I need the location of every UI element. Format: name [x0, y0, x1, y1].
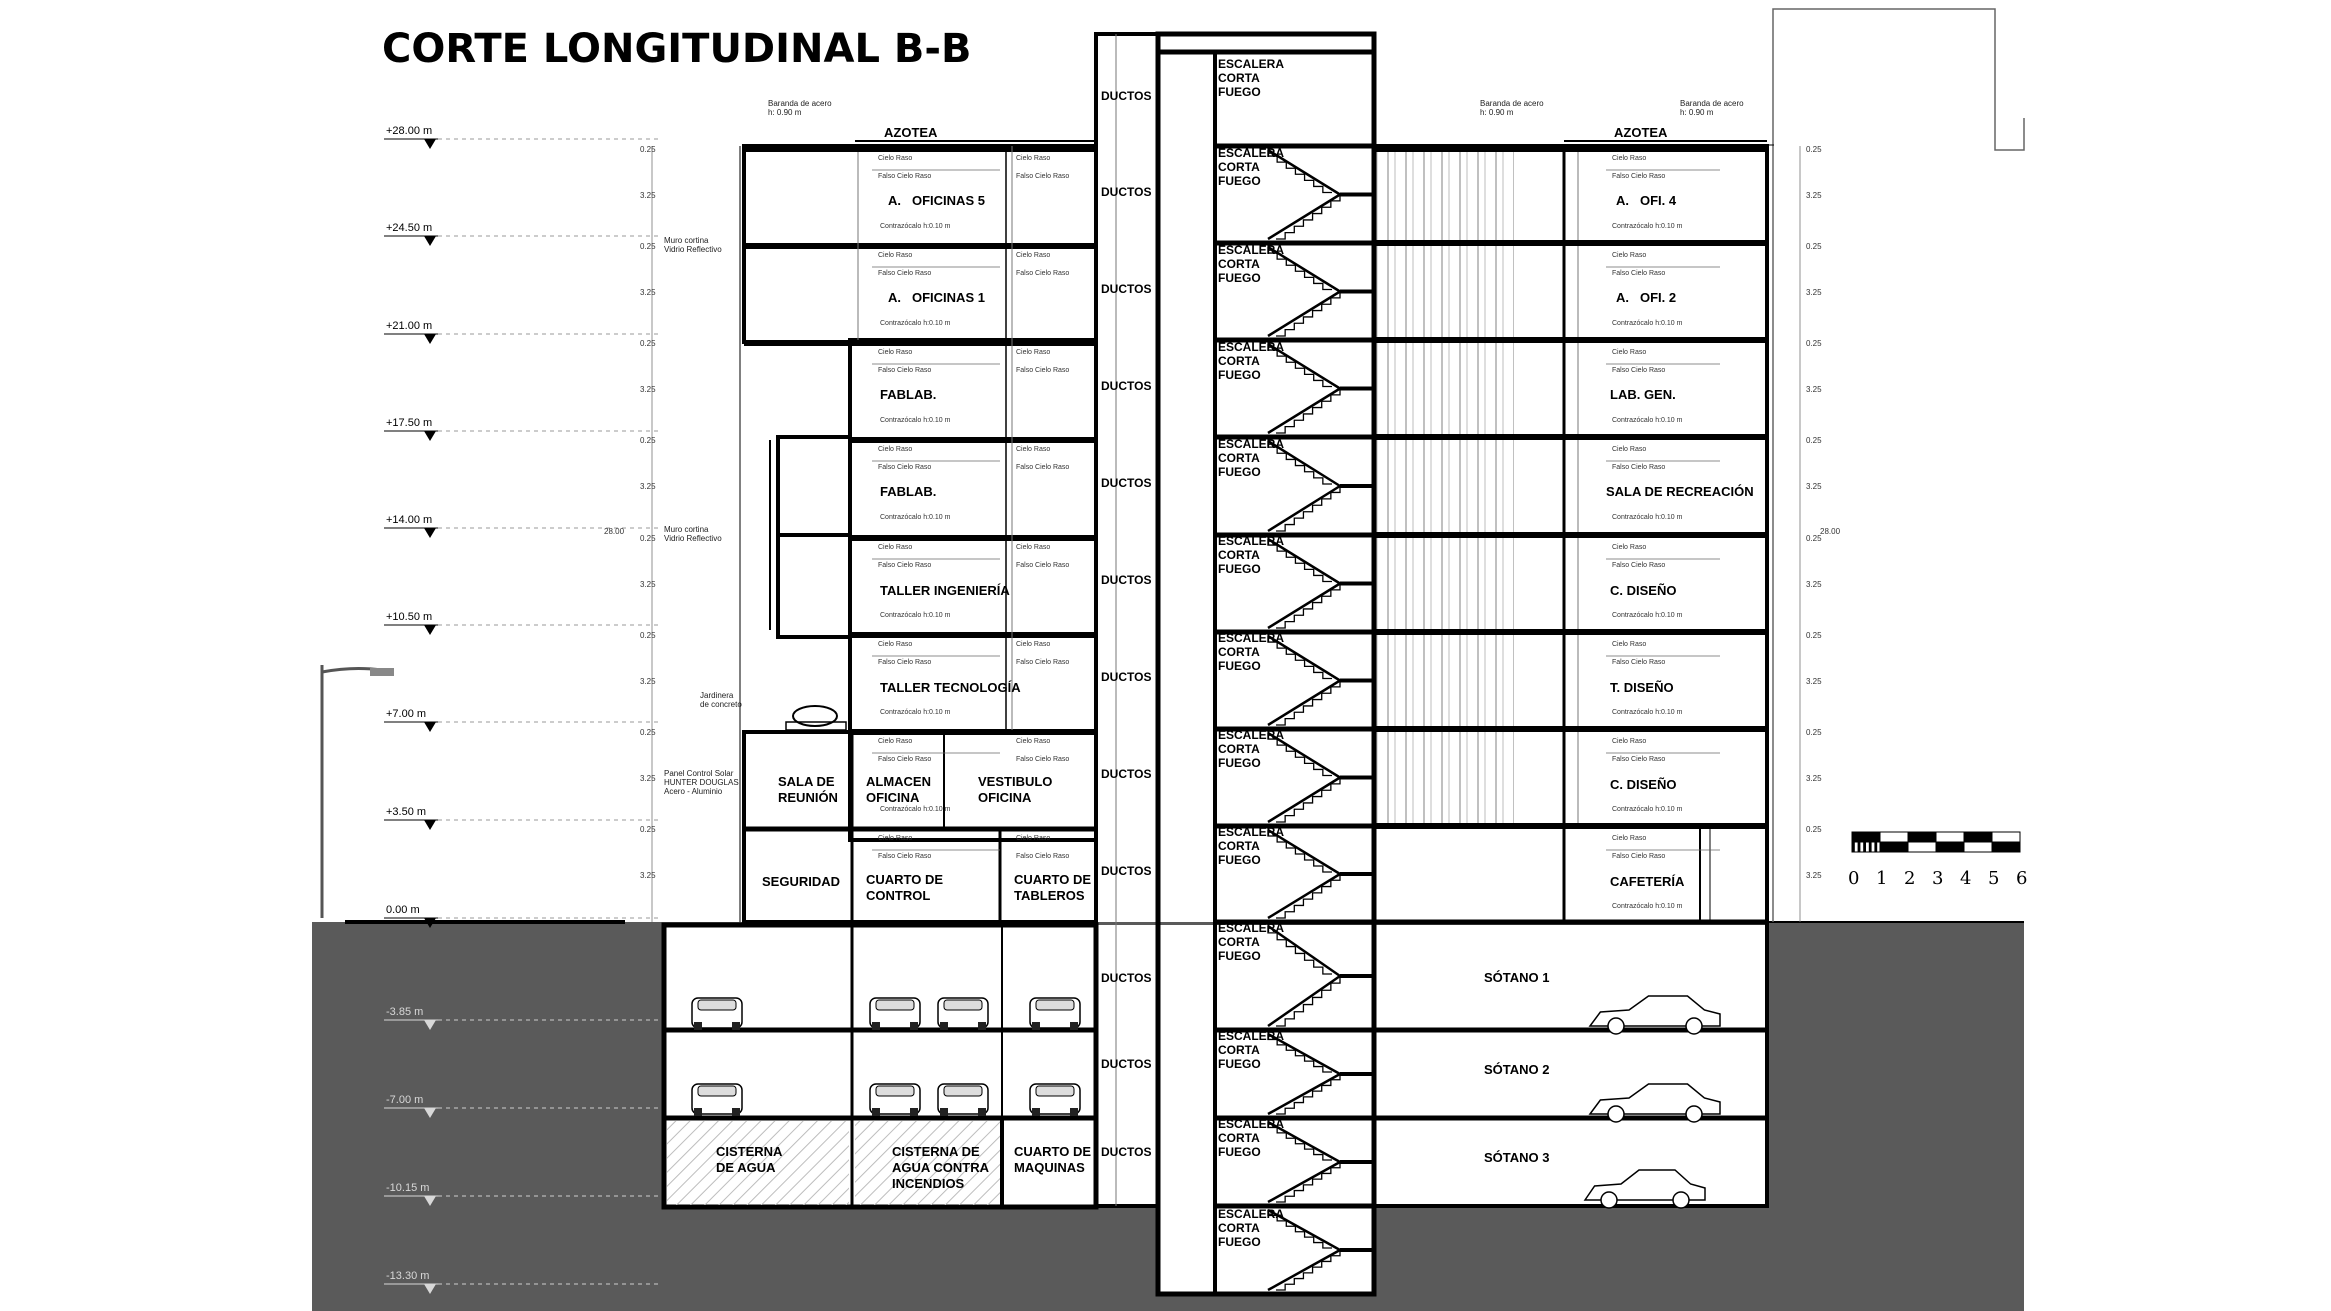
note-contrazocalo: Contrazócalo h:0.10 m	[1612, 417, 1683, 424]
floor-slab	[1374, 434, 1767, 440]
stair-label: CORTA	[1218, 548, 1260, 562]
note-cielo-raso: Cielo Raso	[1612, 155, 1647, 162]
stair-stringer	[1268, 778, 1340, 823]
label-sotano-2: SÓTANO 2	[1484, 1062, 1550, 1077]
stair-label: ESCALERA	[1218, 243, 1285, 257]
note-muro-cortina-1: Muro cortina Vidrio Reflectivo	[664, 236, 722, 254]
car-front-view	[1030, 998, 1080, 1030]
note-falso-cielo: Falso Cielo Raso	[878, 659, 932, 666]
note-contrazocalo: Contrazócalo h:0.10 m	[880, 806, 951, 813]
note-cielo-raso: Cielo Raso	[1612, 641, 1647, 648]
dim-floor: 3.25	[640, 580, 656, 589]
note-falso-cielo: Falso Cielo Raso	[1612, 270, 1666, 277]
note-cielo-raso: Cielo Raso	[1016, 155, 1051, 162]
planter	[786, 706, 846, 730]
stair-label: ESCALERA	[1218, 1117, 1285, 1131]
scale-number: 2	[1904, 868, 1916, 889]
note-cielo-raso: Cielo Raso	[878, 544, 913, 551]
label-azotea-left: AZOTEA	[884, 125, 938, 140]
note-falso-cielo: Falso Cielo Raso	[1612, 659, 1666, 666]
stair-label: FUEGO	[1218, 1145, 1261, 1159]
label-cafeteria: CAFETERÍA	[1610, 874, 1685, 889]
dim-floor: 3.25	[640, 191, 656, 200]
car-front-view	[692, 1084, 742, 1116]
level-arrow	[424, 139, 436, 149]
dim-slab: 0.25	[1806, 339, 1822, 348]
car-front-view	[938, 998, 988, 1030]
note-cielo-raso: Cielo Raso	[1016, 252, 1051, 259]
stair-label: ESCALERA	[1218, 631, 1285, 645]
note-contrazocalo: Contrazócalo h:0.10 m	[1612, 903, 1683, 910]
note-falso-cielo: Falso Cielo Raso	[1612, 464, 1666, 471]
note-contrazocalo: Contrazócalo h:0.10 m	[1612, 806, 1683, 813]
scale-subdiv	[1852, 832, 1855, 852]
label-cisterna-incendios: CISTERNA DE AGUA CONTRA INCENDIOS	[892, 1144, 990, 1191]
stair-label: CORTA	[1218, 451, 1260, 465]
note-cielo-raso: Cielo Raso	[1016, 738, 1051, 745]
note-contrazocalo: Contrazócalo h:0.10 m	[880, 223, 951, 230]
label-oficinas-5: A. OFICINAS 5	[888, 193, 985, 208]
note-cielo-raso: Cielo Raso	[1612, 738, 1647, 745]
level-arrow	[424, 431, 436, 441]
scale-segment	[1936, 832, 1964, 842]
stair-label: CORTA	[1218, 257, 1260, 271]
dim-slab: 0.25	[640, 631, 656, 640]
note-cielo-raso: Cielo Raso	[1016, 446, 1051, 453]
stair-label: CORTA	[1218, 1043, 1260, 1057]
level-arrow	[424, 334, 436, 344]
stair-label: ESCALERA	[1218, 1207, 1285, 1221]
dim-floor: 3.25	[1806, 580, 1822, 589]
level-label: +28.00 m	[386, 125, 433, 137]
note-jardinera: Jardinera de concreto	[700, 691, 742, 709]
label-cisterna-agua: CISTERNA DE AGUA	[716, 1144, 783, 1175]
stair-label: FUEGO	[1218, 271, 1261, 285]
stair-stringer	[1268, 292, 1340, 337]
dim-slab: 0.25	[640, 534, 656, 543]
label-c-diseno-upper: C. DISEÑO	[1610, 583, 1677, 598]
stair-label: FUEGO	[1218, 756, 1261, 770]
label-oficinas-1: A. OFICINAS 1	[888, 290, 985, 305]
note-falso-cielo: Falso Cielo Raso	[1016, 853, 1070, 860]
note-cielo-raso: Cielo Raso	[878, 252, 913, 259]
floor-slab	[1374, 629, 1767, 635]
label-cuarto-control: CUARTO DE CONTROL	[866, 872, 944, 903]
note-panel-solar: Panel Control Solar HUNTER DOUGLAS Acero - Aluminio	[664, 769, 739, 796]
level-arrow	[424, 528, 436, 538]
note-cielo-raso: Cielo Raso	[1612, 835, 1647, 842]
dim-floor: 3.25	[1806, 774, 1822, 783]
scale-segment	[1992, 832, 2020, 842]
scale-segment	[1908, 842, 1936, 852]
stair-stringer	[1268, 584, 1340, 629]
level-label: -7.00 m	[386, 1094, 424, 1106]
stair-stringer	[1268, 681, 1340, 726]
note-cielo-raso: Cielo Raso	[878, 349, 913, 356]
dim-slab: 0.25	[640, 436, 656, 445]
level-label: +3.50 m	[386, 806, 427, 818]
stair-label: FUEGO	[1218, 465, 1261, 479]
scale-number: 6	[2016, 868, 2028, 889]
note-falso-cielo: Falso Cielo Raso	[1016, 173, 1070, 180]
dim-total: 28.00	[604, 527, 625, 536]
stair-label: CORTA	[1218, 160, 1260, 174]
stair-label: CORTA	[1218, 742, 1260, 756]
stair-label: CORTA	[1218, 354, 1260, 368]
scale-subdiv	[1869, 832, 1872, 852]
ductos-label: DUCTOS	[1101, 767, 1152, 781]
ductos-label: DUCTOS	[1101, 379, 1152, 393]
label-fablab-lower: FABLAB.	[880, 484, 937, 499]
level-label: -3.85 m	[386, 1006, 424, 1018]
scale-segment	[1880, 842, 1908, 852]
note-cielo-raso: Cielo Raso	[878, 446, 913, 453]
label-vestibulo-oficina: VESTIBULO OFICINA	[978, 774, 1053, 805]
label-sotano-3: SÓTANO 3	[1484, 1150, 1550, 1165]
ductos-label: DUCTOS	[1101, 1057, 1152, 1071]
note-contrazocalo: Contrazócalo h:0.10 m	[880, 514, 951, 521]
stair-label: CORTA	[1218, 71, 1260, 85]
note-contrazocalo: Contrazócalo h:0.10 m	[1612, 612, 1683, 619]
level-arrow	[424, 236, 436, 246]
dim-slab: 0.25	[640, 145, 656, 154]
stair-label: CORTA	[1218, 839, 1260, 853]
note-falso-cielo: Falso Cielo Raso	[1612, 367, 1666, 374]
stair-label: FUEGO	[1218, 85, 1261, 99]
label-sala-recreacion: SALA DE RECREACIÓN	[1606, 484, 1754, 499]
label-taller-tecnologia: TALLER TECNOLOGÍA	[880, 680, 1021, 695]
dim-slab: 0.25	[640, 339, 656, 348]
ductos-label: DUCTOS	[1101, 476, 1152, 490]
note-cielo-raso: Cielo Raso	[1612, 252, 1647, 259]
dim-floor: 3.25	[1806, 288, 1822, 297]
scale-number: 4	[1960, 868, 1972, 889]
car-front-view	[870, 1084, 920, 1116]
level-label: -13.30 m	[386, 1270, 430, 1282]
note-cielo-raso: Cielo Raso	[878, 738, 913, 745]
stair-label: FUEGO	[1218, 1235, 1261, 1249]
level-label: +24.50 m	[386, 222, 433, 234]
stair-label: CORTA	[1218, 645, 1260, 659]
dim-slab: 0.25	[1806, 436, 1822, 445]
note-falso-cielo: Falso Cielo Raso	[878, 562, 932, 569]
note-falso-cielo: Falso Cielo Raso	[878, 270, 932, 277]
scale-number: 1	[1876, 868, 1888, 889]
note-contrazocalo: Contrazócalo h:0.10 m	[1612, 709, 1683, 716]
note-cielo-raso: Cielo Raso	[1016, 349, 1051, 356]
label-lab-gen: LAB. GEN.	[1610, 387, 1676, 402]
stair-label: CORTA	[1218, 1131, 1260, 1145]
dim-floor: 3.25	[640, 677, 656, 686]
label-azotea-right: AZOTEA	[1614, 125, 1668, 140]
car-front-view	[1030, 1084, 1080, 1116]
scale-segment	[1936, 842, 1964, 852]
note-falso-cielo: Falso Cielo Raso	[878, 853, 932, 860]
label-fablab-upper: FABLAB.	[880, 387, 937, 402]
note-falso-cielo: Falso Cielo Raso	[1612, 173, 1666, 180]
label-almacen-oficina: ALMACEN OFICINA	[866, 774, 931, 805]
note-cielo-raso: Cielo Raso	[1612, 544, 1647, 551]
note-muro-cortina-2: Muro cortina Vidrio Reflectivo	[664, 525, 722, 543]
scale-segment	[1964, 832, 1992, 842]
floor-slab	[1374, 240, 1767, 246]
note-falso-cielo: Falso Cielo Raso	[1016, 464, 1070, 471]
stair-label: FUEGO	[1218, 659, 1261, 673]
note-falso-cielo: Falso Cielo Raso	[1016, 659, 1070, 666]
scale-subdiv	[1858, 832, 1861, 852]
scale-segment	[1992, 842, 2020, 852]
dim-floor: 3.25	[1806, 191, 1822, 200]
dim-floor: 3.25	[640, 871, 656, 880]
stair-stringer	[1268, 389, 1340, 434]
drawing-title: CORTE LONGITUDINAL B-B	[382, 26, 972, 72]
stair-label: ESCALERA	[1218, 146, 1285, 160]
stair-shaft-lower	[1158, 925, 1374, 1295]
floor-slab	[1374, 532, 1767, 538]
dim-floor: 3.25	[640, 482, 656, 491]
note-falso-cielo: Falso Cielo Raso	[878, 173, 932, 180]
stair-label: ESCALERA	[1218, 921, 1285, 935]
graphic-scale	[1848, 832, 2027, 889]
ductos-label: DUCTOS	[1101, 185, 1152, 199]
note-contrazocalo: Contrazócalo h:0.10 m	[1612, 320, 1683, 327]
level-label: -10.15 m	[386, 1182, 430, 1194]
label-ofi-4: A. OFI. 4	[1616, 193, 1677, 208]
stair-label: ESCALERA	[1218, 825, 1285, 839]
stair-stringer	[1268, 195, 1340, 240]
note-cielo-raso: Cielo Raso	[1016, 544, 1051, 551]
note-cielo-raso: Cielo Raso	[878, 641, 913, 648]
label-c-diseno-lower: C. DISEÑO	[1610, 777, 1677, 792]
note-cielo-raso: Cielo Raso	[1612, 446, 1647, 453]
stair-stringer	[1268, 486, 1340, 531]
dim-slab: 0.25	[640, 242, 656, 251]
level-arrow	[424, 625, 436, 635]
note-falso-cielo: Falso Cielo Raso	[878, 367, 932, 374]
stair-label: FUEGO	[1218, 174, 1261, 188]
car-front-view	[692, 998, 742, 1030]
floor-slab	[1374, 726, 1767, 732]
note-falso-cielo: Falso Cielo Raso	[1612, 853, 1666, 860]
label-sala-reunion: SALA DE REUNIÓN	[778, 774, 838, 805]
note-contrazocalo: Contrazócalo h:0.10 m	[1612, 514, 1683, 521]
note-baranda-left: Baranda de acero h: 0.90 m	[768, 99, 832, 117]
level-label: +14.00 m	[386, 514, 433, 526]
stair-label: CORTA	[1218, 1221, 1260, 1235]
stair-label: FUEGO	[1218, 1057, 1261, 1071]
stair-label: ESCALERA	[1218, 1029, 1285, 1043]
label-cuarto-tableros: CUARTO DE TABLEROS	[1014, 872, 1092, 903]
floor-slab	[1374, 823, 1767, 829]
scale-number: 5	[1988, 868, 2000, 889]
note-falso-cielo: Falso Cielo Raso	[1016, 367, 1070, 374]
note-contrazocalo: Contrazócalo h:0.10 m	[880, 417, 951, 424]
stair-label: CORTA	[1218, 935, 1260, 949]
scale-segment	[1908, 832, 1936, 842]
level-label: 0.00 m	[386, 904, 420, 916]
note-contrazocalo: Contrazócalo h:0.10 m	[880, 709, 951, 716]
note-falso-cielo: Falso Cielo Raso	[1612, 562, 1666, 569]
dim-slab: 0.25	[1806, 728, 1822, 737]
dim-floor: 3.25	[1806, 385, 1822, 394]
level-label: +10.50 m	[386, 611, 433, 623]
note-contrazocalo: Contrazócalo h:0.10 m	[880, 612, 951, 619]
annotations	[664, 99, 1744, 796]
basement-right	[1375, 925, 1767, 1205]
dim-slab: 0.25	[640, 825, 656, 834]
note-falso-cielo: Falso Cielo Raso	[1016, 562, 1070, 569]
dim-floor: 3.25	[640, 385, 656, 394]
level-arrow	[424, 722, 436, 732]
scale-number: 3	[1932, 868, 1944, 889]
dim-slab: 0.25	[1806, 145, 1822, 154]
street-lamp	[322, 665, 394, 918]
note-falso-cielo: Falso Cielo Raso	[1612, 756, 1666, 763]
stair-label: ESCALERA	[1218, 57, 1285, 71]
stair-label: ESCALERA	[1218, 534, 1285, 548]
note-cielo-raso: Cielo Raso	[1612, 349, 1647, 356]
dim-slab: 0.25	[1806, 825, 1822, 834]
scale-segment	[1964, 842, 1992, 852]
stair-stringer	[1268, 874, 1340, 918]
level-label: +17.50 m	[386, 417, 433, 429]
dim-floor: 3.25	[640, 288, 656, 297]
level-label: +21.00 m	[386, 320, 433, 332]
ductos-label: DUCTOS	[1101, 573, 1152, 587]
ductos-label: DUCTOS	[1101, 1145, 1152, 1159]
note-falso-cielo: Falso Cielo Raso	[878, 464, 932, 471]
car-front-view	[938, 1084, 988, 1116]
stair-label: ESCALERA	[1218, 728, 1285, 742]
label-cuarto-maquinas: CUARTO DE MAQUINAS	[1014, 1144, 1092, 1175]
label-seguridad: SEGURIDAD	[762, 874, 841, 889]
label-sotano-1: SÓTANO 1	[1484, 970, 1550, 985]
level-arrow	[424, 820, 436, 830]
floor-slab	[1374, 337, 1767, 343]
dim-floor: 3.25	[1806, 677, 1822, 686]
stair-label: FUEGO	[1218, 949, 1261, 963]
stair-label: FUEGO	[1218, 368, 1261, 382]
dim-slab: 0.25	[1806, 534, 1822, 543]
note-baranda-right-2: Baranda de acero h: 0.90 m	[1680, 99, 1744, 117]
scale-number: 0	[1848, 868, 1860, 889]
dim-slab: 0.25	[1806, 242, 1822, 251]
ductos-label: DUCTOS	[1101, 670, 1152, 684]
stair-label: FUEGO	[1218, 562, 1261, 576]
dim-floor: 3.25	[1806, 871, 1822, 880]
ductos-label: DUCTOS	[1101, 864, 1152, 878]
note-contrazocalo: Contrazócalo h:0.10 m	[880, 320, 951, 327]
note-falso-cielo: Falso Cielo Raso	[1016, 756, 1070, 763]
ductos-label: DUCTOS	[1101, 89, 1152, 103]
note-cielo-raso: Cielo Raso	[878, 835, 913, 842]
note-cielo-raso: Cielo Raso	[878, 155, 913, 162]
dim-total: 28.00	[1820, 527, 1841, 536]
car-front-view	[870, 998, 920, 1030]
label-ofi-2: A. OFI. 2	[1616, 290, 1677, 305]
stair-label: FUEGO	[1218, 853, 1261, 867]
note-cielo-raso: Cielo Raso	[1016, 835, 1051, 842]
dim-slab: 0.25	[1806, 631, 1822, 640]
ductos-label: DUCTOS	[1101, 282, 1152, 296]
dim-floor: 3.25	[1806, 482, 1822, 491]
scale-subdiv	[1863, 832, 1866, 852]
ductos-label: DUCTOS	[1101, 971, 1152, 985]
scale-segment	[1880, 832, 1908, 842]
label-t-diseno: T. DISEÑO	[1610, 680, 1674, 695]
note-falso-cielo: Falso Cielo Raso	[1016, 270, 1070, 277]
note-contrazocalo: Contrazócalo h:0.10 m	[1612, 223, 1683, 230]
stair-label: ESCALERA	[1218, 340, 1285, 354]
dim-floor: 3.25	[640, 774, 656, 783]
note-falso-cielo: Falso Cielo Raso	[878, 756, 932, 763]
dim-slab: 0.25	[640, 728, 656, 737]
stair-label: ESCALERA	[1218, 437, 1285, 451]
note-baranda-right-1: Baranda de acero h: 0.90 m	[1480, 99, 1544, 117]
note-cielo-raso: Cielo Raso	[1016, 641, 1051, 648]
label-taller-ingenieria: TALLER INGENIERÍA	[880, 583, 1010, 598]
scale-subdiv	[1874, 832, 1877, 852]
level-label: +7.00 m	[386, 708, 427, 720]
